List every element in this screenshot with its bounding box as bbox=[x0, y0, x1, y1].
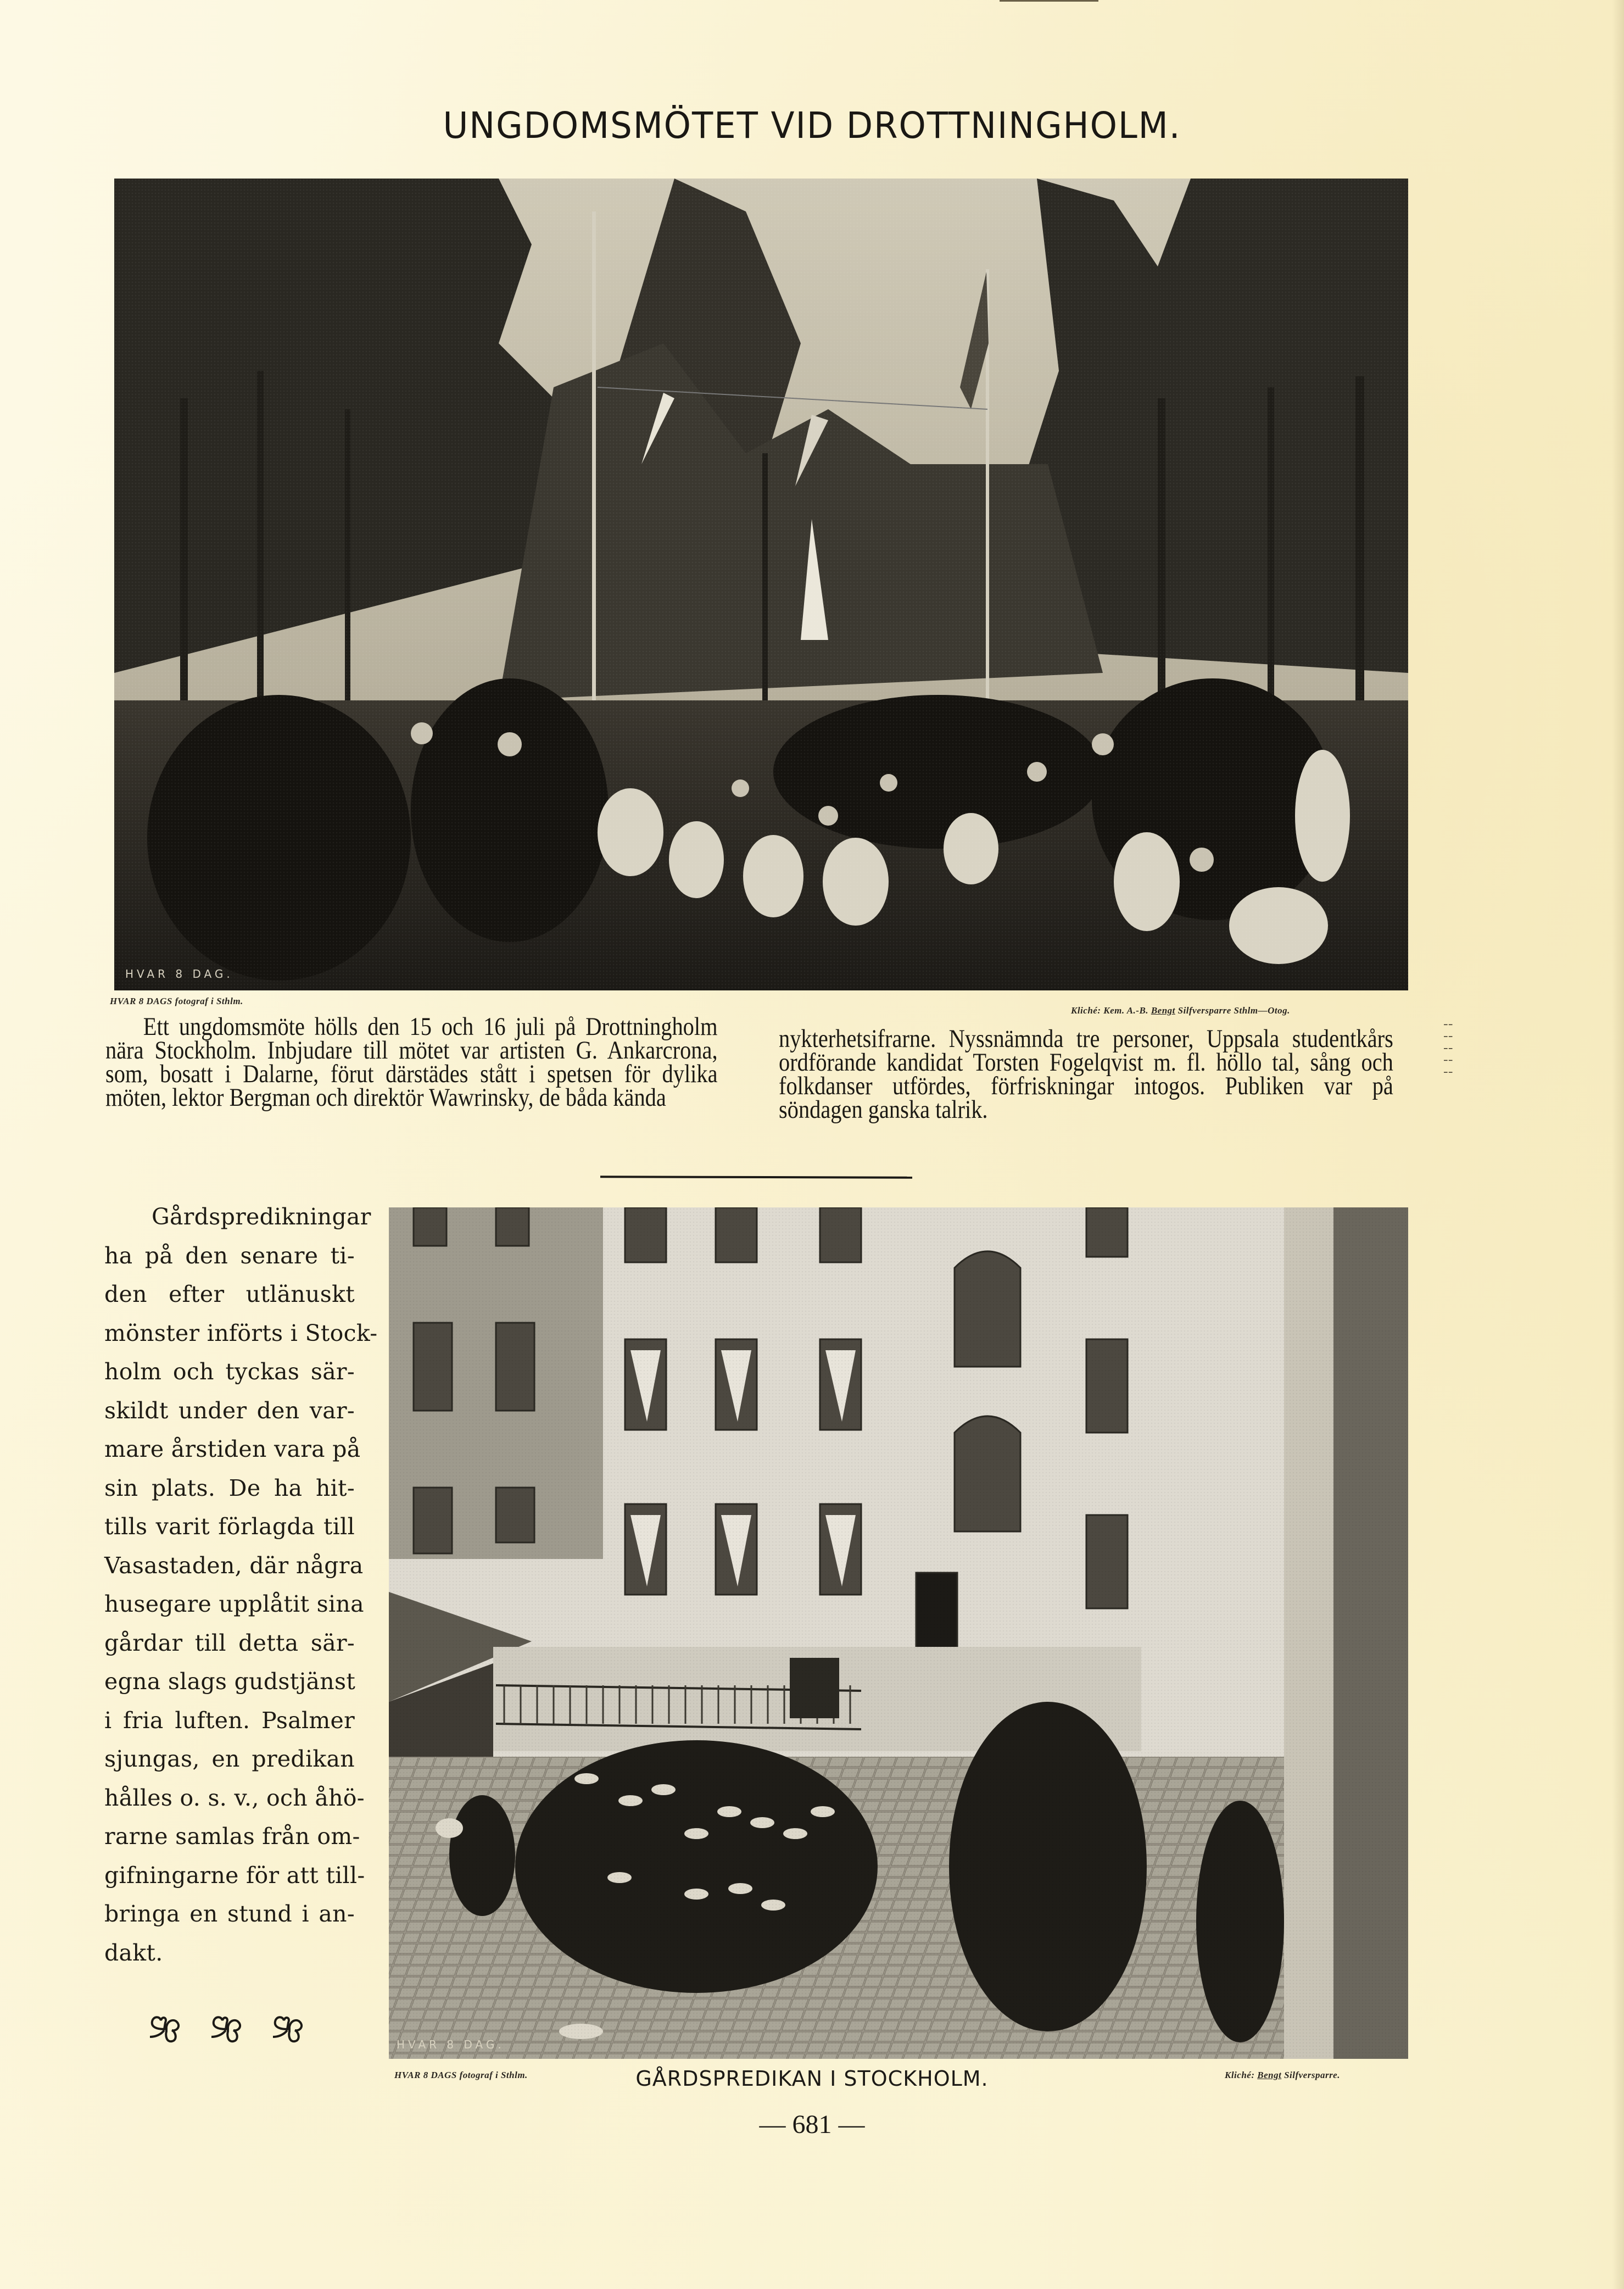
credit-name: Bengt bbox=[1151, 1005, 1175, 1016]
text-line: den efter utlänuskt bbox=[104, 1281, 355, 1307]
text-line: Gårdspredikningar bbox=[152, 1204, 371, 1230]
photo-credit-left: HVAR 8 DAGS fotograf i Sthlm. bbox=[110, 996, 243, 1006]
text-line: i fria luften. Psalmer bbox=[104, 1707, 355, 1734]
credit-name: Bengt bbox=[1257, 2070, 1282, 2080]
photo-credit-left: HVAR 8 DAGS fotograf i Sthlm. bbox=[394, 2070, 528, 2080]
photo-courtyard-image bbox=[389, 1207, 1408, 2059]
page-edge-shadow bbox=[1612, 0, 1624, 2289]
text-line: egna slags gudstjänst bbox=[104, 1668, 356, 1695]
text-line: sin plats. De ha hit- bbox=[104, 1474, 355, 1501]
article-paragraph: Ett ungdomsmöte hölls den 15 och 16 juli på Drottningholm nära Stockholm. Inbjudare till mötet var artisten G. Ankarcrona, som, bosatt i Dalarne, förut därstädes stått i spetsen för dylika möten, lektor Bergman och direktör Wawrinsky, de båda kända bbox=[105, 1012, 718, 1112]
clover-ornament-icon bbox=[207, 2010, 247, 2050]
page-title: UNGDOMSMÖTET VID DROTTNINGHOLM. bbox=[443, 104, 1181, 147]
page-number: — 681 — bbox=[759, 2110, 865, 2139]
photo-caption: GÅRDSPREDIKAN I STOCKHOLM. bbox=[635, 2067, 989, 2091]
photo-watermark: HVAR 8 DAG. bbox=[125, 967, 233, 981]
photo-crowd-forest-image bbox=[114, 179, 1408, 990]
clover-ornament-icon bbox=[146, 2010, 185, 2050]
text-line: skildt under den var- bbox=[104, 1397, 355, 1424]
credit-suffix: Silfversparre Sthlm—Otog. bbox=[1177, 1005, 1290, 1016]
text-line: rarne samlas från om- bbox=[104, 1823, 360, 1850]
page-top-edge-mark bbox=[1000, 0, 1098, 2]
photo-watermark: HVAR 8 DAG. bbox=[397, 2038, 505, 2051]
text-line: gårdar till detta sär- bbox=[104, 1629, 355, 1656]
margin-scan-marks: ¦ ¦ ¦ ¦ ¦ bbox=[1443, 1022, 1454, 1076]
text-line: ha på den senare ti- bbox=[104, 1242, 355, 1269]
text-line: bringa en stund i an- bbox=[104, 1901, 355, 1927]
article-column-left bbox=[105, 1012, 718, 1112]
article-column-right bbox=[779, 1024, 1393, 1124]
section-divider-rule bbox=[600, 1176, 912, 1178]
clover-ornaments bbox=[146, 2010, 308, 2050]
article-paragraph: nykterhetsifrarne. Nyssnämnda tre personer, Uppsala studentkårs ordförande kandidat Torsten Fogelqvist m. fl. höllo tal, sång och folkdanser utfördes, förfriskningar intogos. Publiken var på söndagen ganska talrik. bbox=[779, 1024, 1393, 1124]
photo-credit-right bbox=[1071, 1005, 1290, 1016]
credit-prefix: Kliché: bbox=[1225, 2070, 1255, 2080]
text-line: Vasastaden, där några bbox=[104, 1552, 364, 1579]
text-line: hålles o. s. v., och åhö- bbox=[104, 1784, 365, 1811]
clover-ornament-icon bbox=[269, 2010, 308, 2050]
text-line: mare årstiden vara på bbox=[104, 1436, 361, 1462]
text-line: holm och tyckas sär- bbox=[104, 1358, 355, 1385]
text-line: mönster införts i Stock- bbox=[104, 1319, 378, 1346]
article-courtyard-sermon-text bbox=[104, 1198, 378, 1972]
text-line: sjungas, en predikan bbox=[104, 1746, 355, 1772]
text-line: tills varit förlagda till bbox=[104, 1513, 355, 1540]
photo-courtyard-sermon-stockholm bbox=[389, 1207, 1408, 2059]
credit-prefix: Kliché: Kem. A.-B. bbox=[1071, 1005, 1149, 1016]
photo-credit-right bbox=[1225, 2070, 1340, 2081]
photo-youth-meeting-drottningholm bbox=[114, 179, 1408, 990]
credit-suffix: Silfversparre. bbox=[1284, 2070, 1340, 2080]
text-line: husegare upplåtit sina bbox=[104, 1591, 364, 1617]
text-line: gifningarne för att till- bbox=[104, 1862, 365, 1889]
text-line: dakt. bbox=[104, 1939, 163, 1966]
